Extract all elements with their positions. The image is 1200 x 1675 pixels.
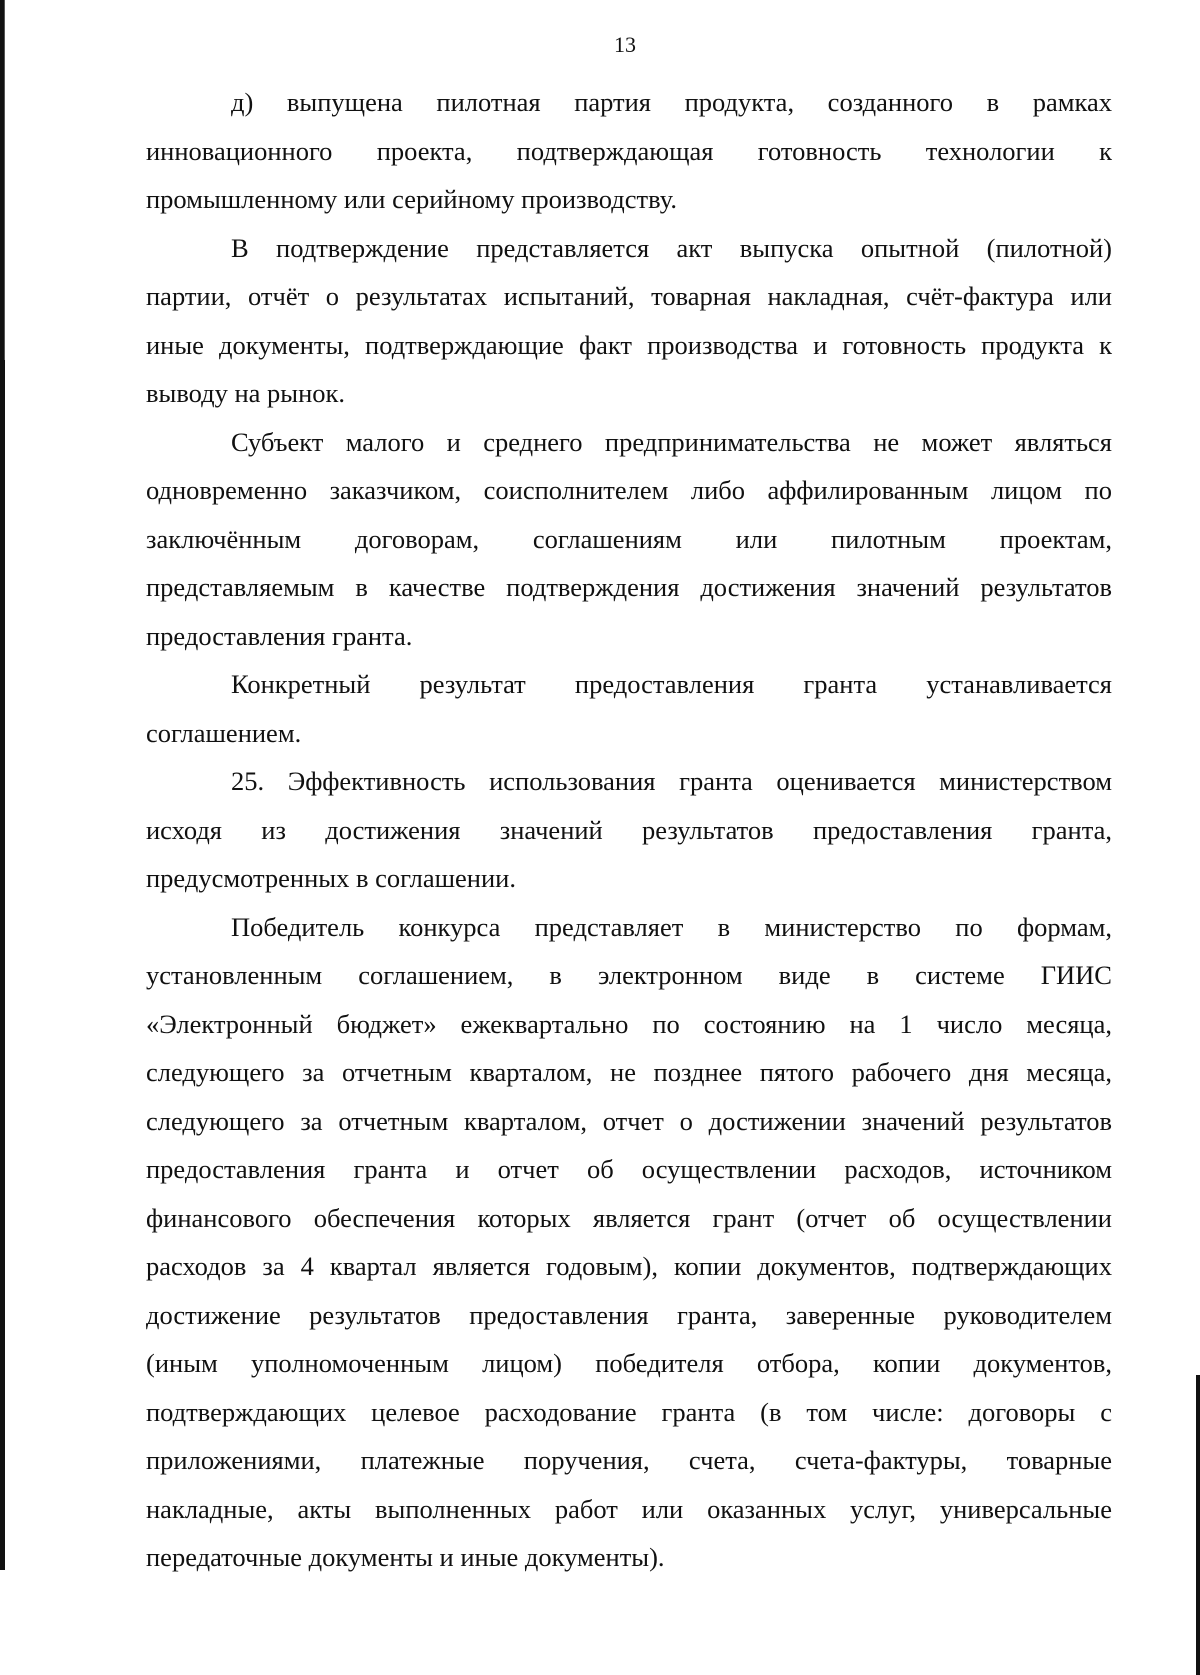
text-line: предусмотренных в соглашении.: [146, 863, 516, 893]
text-line: расходов за 4 квартал является годовым), копии документов, подтверждающих: [146, 1251, 1112, 1281]
scan-border-left-faint: [4, 0, 5, 360]
text-line: партии, отчёт о результатах испытаний, товарная накладная, счёт-фактура или: [146, 281, 1112, 311]
paragraph: [146, 903, 1112, 1582]
text-line: подтверждающих целевое расходование гранта (в том числе: договоры с: [146, 1396, 1112, 1427]
text-line: финансового обеспечения которых является грант (отчет об осуществлении: [146, 1202, 1112, 1233]
paragraph: [146, 224, 1112, 418]
text-line: одновременно заказчиком, соисполнителем либо аффилированным лицом по: [146, 475, 1112, 505]
paragraph: [146, 418, 1112, 661]
text-line: промышленному или серийному производству.: [146, 184, 677, 214]
text-line: установленным соглашением, в электронном виде в системе ГИИС: [146, 960, 1112, 990]
scan-border-right: [1196, 1375, 1200, 1675]
text-line: выводу на рынок.: [146, 378, 346, 408]
text-line: Победитель конкурса представляет в министерство по формам,: [231, 911, 1112, 942]
text-line: иные документы, подтверждающие факт производства и готовность продукта к: [146, 329, 1112, 360]
text-line: заключённым договорам, соглашениям или пилотным проектам,: [146, 523, 1112, 554]
text-line: Субъект малого и среднего предпринимательства не может являться: [231, 426, 1112, 457]
text-line: передаточные документы и иные документы).: [146, 1542, 665, 1572]
text-line: «Электронный бюджет» ежеквартально по состоянию на 1 число месяца,: [146, 1008, 1112, 1039]
paragraph: [146, 78, 1112, 224]
text-line: достижение результатов предоставления гранта, заверенные руководителем: [146, 1299, 1112, 1330]
paragraph: [146, 660, 1112, 757]
text-line: предоставления гранта.: [146, 620, 413, 651]
text-line: исходя из достижения значений результатов предоставления гранта,: [146, 814, 1112, 845]
page-number: 13: [614, 32, 636, 57]
text-line: соглашением.: [146, 717, 302, 748]
text-line: В подтверждение представляется акт выпуска опытной (пилотной): [231, 232, 1112, 263]
text-line: д) выпущена пилотная партия продукта, созданного в рамках: [231, 87, 1112, 117]
text-line: приложениями, платежные поручения, счета, счета-фактуры, товарные: [146, 1445, 1112, 1475]
text-line: накладные, акты выполненных работ или оказанных услуг, универсальные: [146, 1493, 1112, 1524]
text-line: (иным уполномоченным лицом) победителя отбора, копии документов,: [146, 1348, 1112, 1378]
text-line: следующего за отчетным кварталом, отчет о достижении значений результатов: [146, 1105, 1112, 1136]
text-line: предоставления гранта и отчет об осуществлении расходов, источником: [146, 1154, 1112, 1184]
paragraph: [146, 757, 1112, 903]
text-line: представляемым в качестве подтверждения достижения значений результатов: [146, 572, 1112, 602]
text-line: инновационного проекта, подтверждающая готовность технологии к: [146, 135, 1112, 166]
text-line: следующего за отчетным кварталом, не позднее пятого рабочего дня месяца,: [146, 1057, 1112, 1087]
document-body: [146, 78, 1112, 1582]
text-line: Конкретный результат предоставления гранта устанавливается: [231, 669, 1112, 699]
text-line: 25. Эффективность использования гранта оценивается министерством: [231, 766, 1112, 796]
